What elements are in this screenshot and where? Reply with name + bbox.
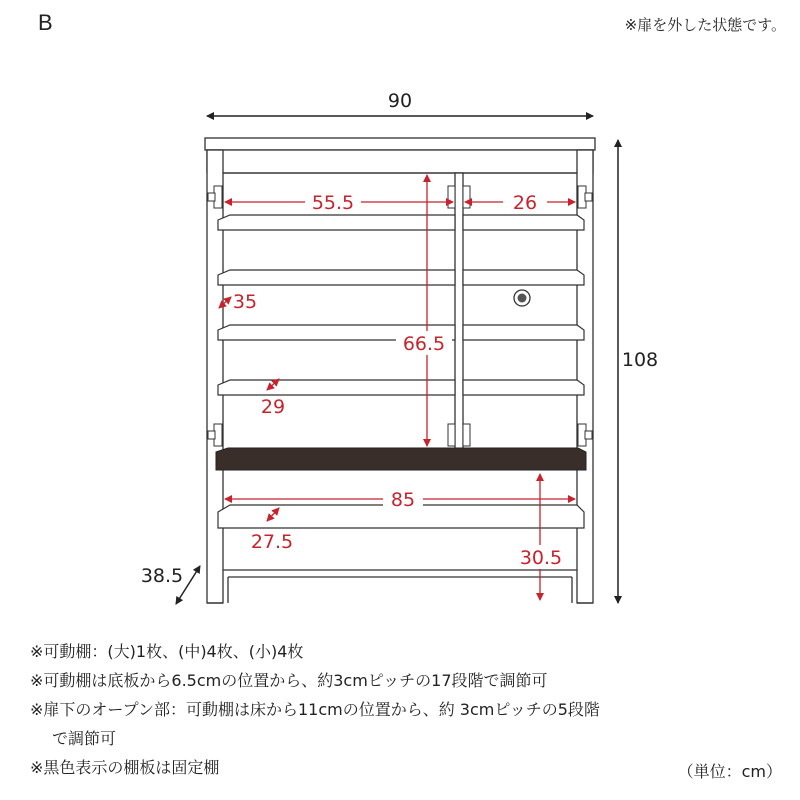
adjustable-shelves xyxy=(218,215,584,528)
note-fixed-shelf: ※黒色表示の棚板は固定棚 xyxy=(30,758,220,777)
lower-width-label: 85 xyxy=(390,489,416,511)
diagram-label: B xyxy=(38,10,53,35)
depth-label: 38.5 xyxy=(140,565,184,587)
note-shelf-adjust: ※可動棚は底板から6.5cmの位置から、約3cmピッチの17段階で調節可 xyxy=(30,671,548,690)
fixed-shelf xyxy=(216,448,586,470)
hinge-icon xyxy=(448,424,455,446)
inner-left-width-label: 55.5 xyxy=(311,192,355,214)
lower-height-label: 30.5 xyxy=(519,547,563,569)
hinge-icon xyxy=(448,186,455,208)
shelf-right-4 xyxy=(463,380,584,395)
shelf-right-2 xyxy=(463,270,584,285)
upper-height-label: 66.5 xyxy=(402,333,446,355)
shelf-depth-c-label: 27.5 xyxy=(250,531,294,553)
note-shelves-count: ※可動棚：(大)1枚、(中)4枚、(小)4枚 xyxy=(30,642,304,661)
shelf-right-3 xyxy=(463,325,584,340)
note-open-area-adjust: ※扉下のオープン部：可動棚は床から11cmの位置から、約 3cmピッチの5段階 xyxy=(30,700,600,719)
hinge-icon xyxy=(463,186,470,208)
shelf-left-4 xyxy=(218,380,455,395)
shelf-depth-a-label: 35 xyxy=(232,291,258,313)
unit-label: （単位：cm） xyxy=(677,762,782,781)
doors-removed-note: ※扉を外した状態です。 xyxy=(624,16,786,34)
hinge-icon xyxy=(463,424,470,446)
cable-hole-icon xyxy=(514,290,530,306)
shelf-right-1 xyxy=(463,215,584,230)
notes xyxy=(30,637,600,782)
shelf-left-2 xyxy=(218,270,455,285)
inner-right-width-label: 26 xyxy=(512,192,538,214)
shelf-left-1 xyxy=(218,215,455,230)
shelf-depth-b-label: 29 xyxy=(260,396,286,418)
note-open-area-adjust-cont: で調節可 xyxy=(52,729,117,748)
height-total-label: 108 xyxy=(621,349,659,371)
width-total-label: 90 xyxy=(387,90,413,112)
